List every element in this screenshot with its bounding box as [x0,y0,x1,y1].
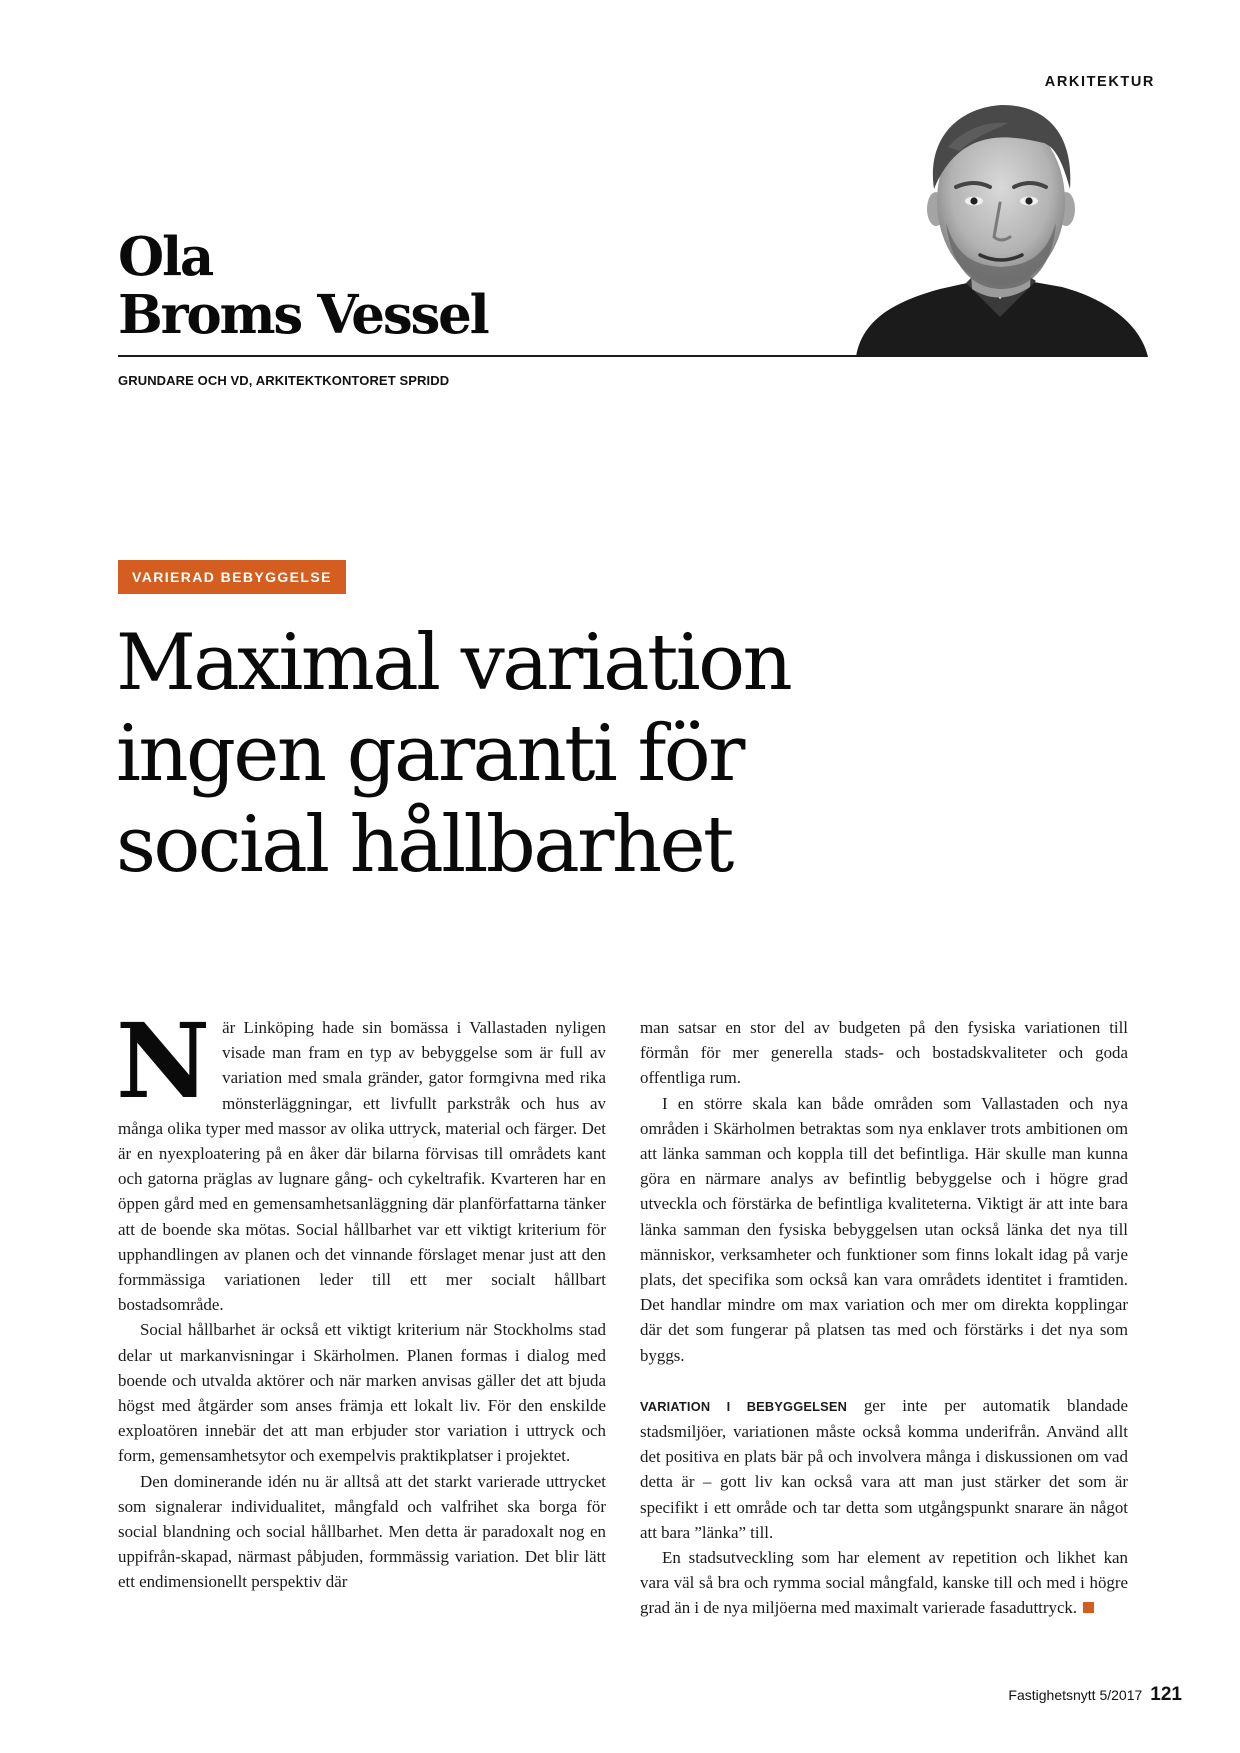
author-name-line-2: Broms Vessel [118,284,488,346]
kicker-badge: VARIERAD BEBYGGELSE [118,560,346,594]
body-column-left [116,1001,606,1595]
author-title: GRUNDARE OCH VD, ARKITEKTKONTORET SPRIDD [118,373,450,388]
author-portrait [848,105,1148,357]
author-name [118,228,488,344]
paragraph-text: är Linköping hade sin bomässa i Vallastaden nyligen visade man fram en typ av bebyggelse som är full av variation med smala gränder, gator formgivna med rika mönsterläggningar, ett livfullt parkstråk och hus av många olika typer med massor av olika uttryck, material och färger. Det är en nyexploatering på en åker där bilarna förvisas till områdets kant och gatorna präglas av lugnare gång- och cykeltrafik. Kvarteren har en öppen gård med en gemensamhetsanläggning där planförfattarna tänker att de boende ska mötas. Social hållbarhet var ett viktigt kriterium för upphandlingen av planen och det vinnande förslaget menar just att den formmässiga variationen leder till ett mer socialt hållbart bostadsområde. [118,1018,606,1315]
body-paragraph: man satsar en stor del av budgeten på den fysiska variationen till förmån för mer generella stads- och bostadskvaliteter och goda offentliga rum. [640,1018,1128,1088]
body-paragraph: Den dominerande idén nu är alltså att det starkt varierade uttrycket som signalerar individualitet, mångfald och valfrihet ska borga för social blandning och social hållbarhet. Men detta är paradoxalt nog en uppifrån-skapad, närmast påbjuden, formmässig variation. Det blir lätt ett endimensionellt perspektiv där [118,1471,606,1592]
header-rule [118,355,1126,357]
headline [116,618,976,891]
paragraph-text: ger inte per automatik blandade stadsmiljöer, variationen måste också komma underifrån. Använd allt det positiva en plats bär på och involvera många i diskussionen om vad detta är – gott liv kan också vara att man just stärker det som är specifikt i ett område och tar detta som utgångspunkt snarare än något att bara ”länka” till. [640,1395,1128,1542]
publication-name: Fastighetsnytt 5/2017 [1008,1687,1143,1703]
body-paragraph [640,1393,1128,1545]
body-paragraph: I en större skala kan både områden som Vallastaden och nya områden i Skärholmen betraktas som nya enklaver trots ambitionen om att länka samman och koppla till det befintliga. Här skulle man kunna göra en närmare analys av befintlig bebyggelse och i högre grad utveckla och förstärka de befintliga kvaliteterna. Viktigt är att inte bara länka samman den fysiska bebyggelsen utan också länka det nya till människor, verksamheter och funktioner som finns lokalt idag på varje plats, det specifika som också kan vara områdets identitet i framtiden. Det handlar mindre om max variation och mer om direkta kopplingar där det som fungerar på platsen tas med och förstärks i det nya som byggs. [640,1093,1128,1365]
headline-line-2: ingen garanti för [116,709,743,799]
portrait-illustration [848,105,1148,357]
paragraph-text: En stadsutveckling som har element av repetition och likhet kan vara väl så bra och rymma social mångfald, kanske till och med i högre grad än i de nya miljöerna med maximalt varierade fasaduttryck. [640,1548,1128,1618]
author-name-line-1: Ola [118,226,213,288]
headline-line-3: social hållbarhet [116,800,732,890]
body-paragraph [116,1001,606,1317]
run-in-subhead: VARIATION I BEBYGGELSEN [640,1398,848,1414]
section-label: ARKITEKTUR [1044,74,1155,90]
page-number: 121 [1150,1684,1182,1705]
drop-cap: N [116,1001,211,1122]
end-mark-icon [1083,1602,1094,1613]
body-paragraph [640,1545,1128,1621]
page-footer [1008,1684,1182,1706]
headline-line-1: Maximal variation [116,618,791,708]
body-column-right [640,1015,1128,1621]
body-paragraph: Social hållbarhet är också ett viktigt kriterium när Stockholms stad delar ut markanvisningar i Skärholmen. Planen formas i dialog med boende och utvalda aktörer och när marken anvisas gäller det att bjuda högst med åtgärder som anses främja ett lokalt liv. För den enskilde exploatören innebär det att man erbjuder stor variation i uttryck och form, gemensamhetsytor och exempelvis praktikplatser i projektet. [118,1320,606,1466]
